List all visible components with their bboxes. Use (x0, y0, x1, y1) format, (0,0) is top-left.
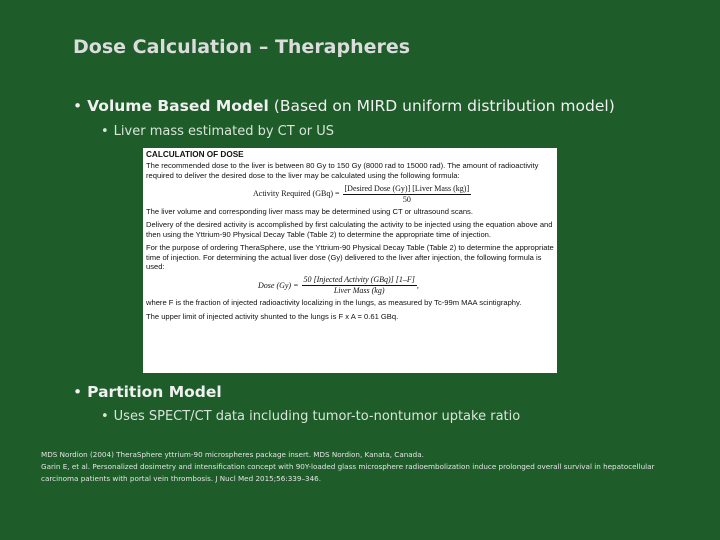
insert-paragraph: where F is the fraction of injected radioactivity localizing in the lungs, as measured by Tc-99m MAA scintigraphy. (146, 298, 522, 308)
insert-paragraph: The recommended dose to the liver is between 80 Gy to 150 Gy (8000 rad to 15000 rad). The amount of radioactivity required to deliver the desired dose to the liver may be calculated using the following formula: (146, 161, 539, 180)
formula-numerator: 50 [Injected Activity (GBq)] [1–F] (303, 275, 415, 285)
activity-formula (146, 184, 554, 204)
bullet-rest-label: (Based on MIRD uniform distribution model) (268, 97, 615, 115)
formula-lhs: Dose (Gy) = (258, 280, 299, 290)
bullet-dot: • (101, 124, 109, 139)
insert-paragraph: The upper limit of injected activity shunted to the lungs is F x A = 0.61 GBq. (146, 311, 399, 321)
subbullet-label: Uses SPECT/CT data including tumor-to-nontumor uptake ratio (113, 409, 521, 424)
formula-denominator: 50 (402, 194, 411, 204)
formula-denominator: Liver Mass (kg) (333, 285, 385, 295)
bullet-partition-model (73, 383, 222, 401)
bullet-dot: • (101, 409, 109, 424)
bullet-dot: • (73, 97, 83, 115)
reference-item: Garin E, et al. Personalized dosimetry and intensification concept with 90Y-loaded glass microsphere radioembolization induce prolonged overall survival in hepatocellular carcinoma patients with portal vein thrombosis. J Nucl Med 2015;56:339–346. (41, 462, 655, 483)
formula-fraction (343, 184, 472, 204)
formula-tail: , (416, 280, 419, 290)
dose-formula (146, 275, 554, 295)
reference-item: MDS Nordion (2004) TheraSphere yttrium-90 microspheres package insert. MDS Nordion, Kanata, Canada. (41, 450, 424, 459)
insert-heading: CALCULATION OF DOSE (146, 150, 244, 159)
subbullet-spect-ct (101, 409, 520, 424)
bullet-dot: • (73, 383, 83, 401)
slide-title: Dose Calculation – Therapheres (73, 36, 411, 58)
bullet-bold-label: Volume Based Model (87, 97, 269, 115)
insert-paragraph: For the purpose of ordering TheraSphere, use the Yttrium-90 Physical Decay Table (Table 2) to determine the appropriate time of injection. For determining the actual liver dose (Gy) delivered to the liver after injection, the following formula is used: (146, 243, 554, 272)
package-insert-excerpt (143, 148, 557, 373)
bullet-bold-label: Partition Model (87, 383, 222, 401)
subbullet-label: Liver mass estimated by CT or US (113, 124, 335, 139)
formula-numerator: [Desired Dose (Gy)] [Liver Mass (kg)] (344, 184, 470, 194)
references (41, 449, 691, 485)
insert-paragraph: The liver volume and corresponding liver mass may be determined using CT or ultrasound scans. (146, 207, 473, 217)
formula-fraction (302, 275, 417, 295)
bullet-volume-model (73, 97, 615, 115)
subbullet-liver-mass (101, 124, 334, 139)
formula-lhs: Activity Required (GBq) = (253, 189, 340, 199)
insert-paragraph: Delivery of the desired activity is accomplished by first calculating the activity to be injected using the equation above and then using the Yttrium-90 Physical Decay Table (Table 2) to determine the appropriate time of injection. (146, 220, 553, 239)
